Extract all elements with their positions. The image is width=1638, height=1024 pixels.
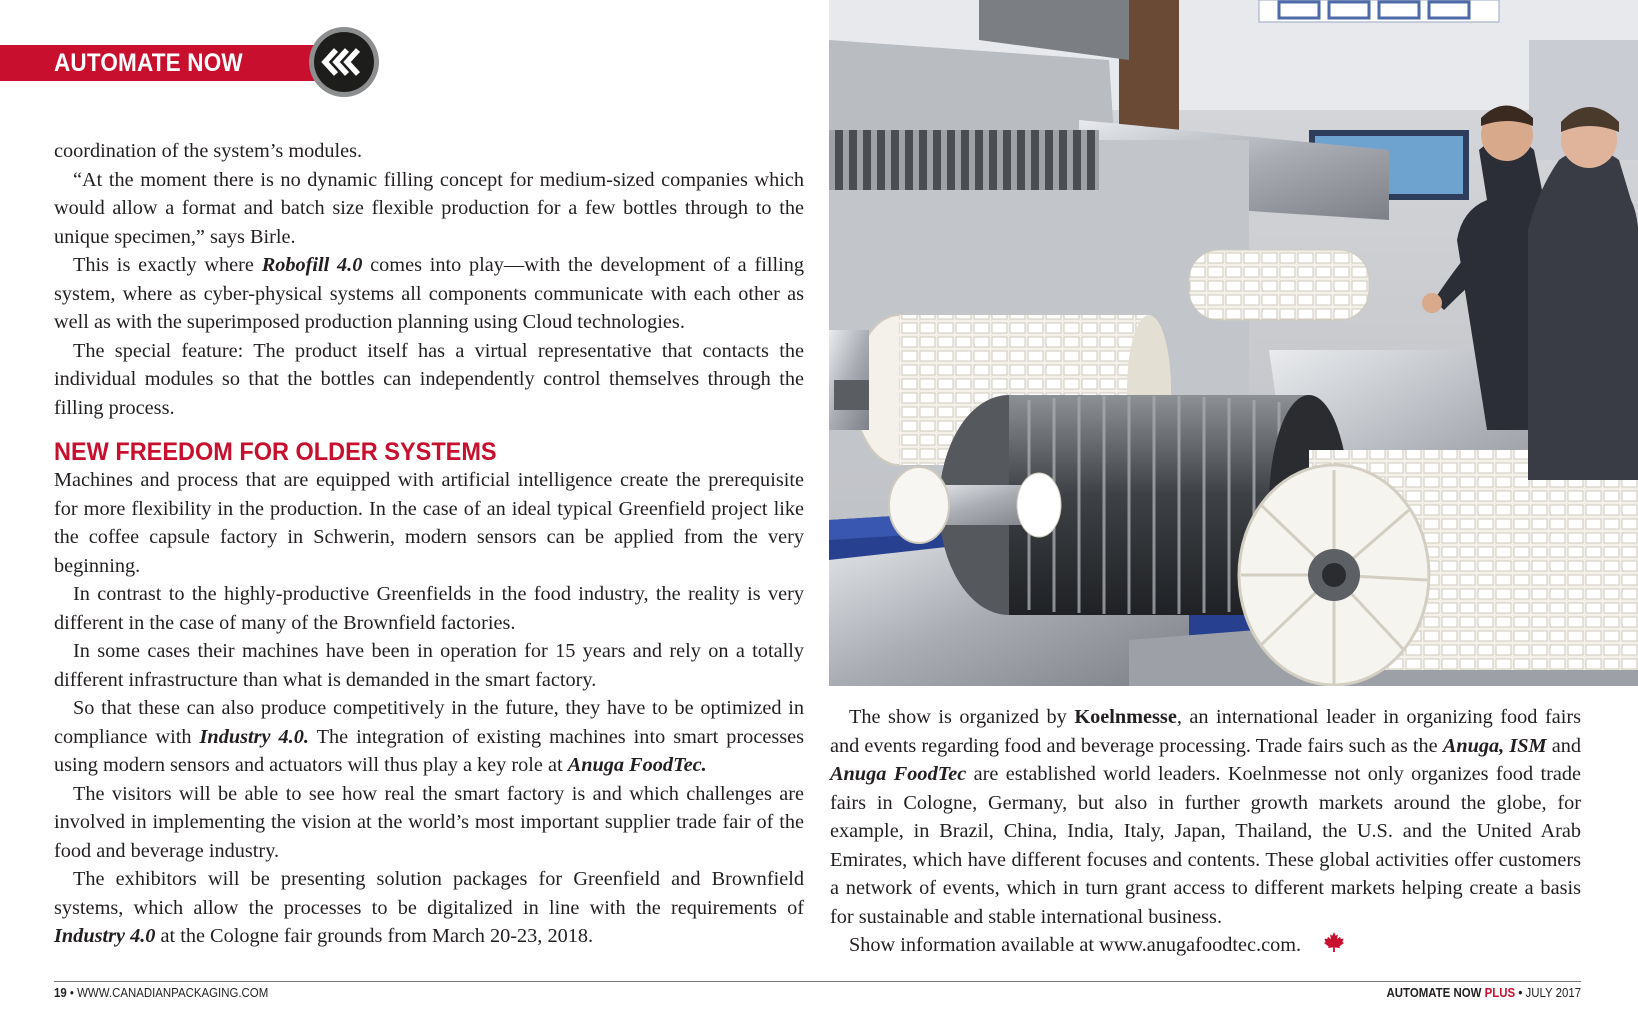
article-paragraph: Machines and process that are equipped with artificial intelligence create the prerequisite for more flexibility in the production. In the case of an ideal typical Greenfield project like the coffee capsule factory in Schwerin, modern sensors can be applied from the very beginning. — [54, 469, 804, 577]
footer-website: WWW.CANADIANPACKAGING.COM — [77, 985, 269, 1000]
article-paragraph-exhibitors: The exhibitors will be presenting solution packages for Greenfield and Brownfield systems, which allow the processes to be digitalized in line with the requirements of Industry 4.0 at the Cologne fair grounds from March 20-23, 2018. — [54, 868, 804, 947]
section-banner — [0, 45, 330, 81]
article-paragraph-robofill: This is exactly where Robofill 4.0 comes into play—with the development of a filling system, where as cyber-physical systems all components communicate with each other as well as with the superimposed production planning using Cloud technologies. — [54, 254, 805, 333]
footer-left — [54, 985, 268, 1001]
triple-chevron-left-icon — [314, 32, 374, 92]
section-badge — [309, 27, 379, 97]
section-label: AUTOMATE NOW — [54, 49, 243, 77]
fair-name: Anuga, ISM — [1442, 734, 1547, 757]
organizer-name: Koelnmesse — [1074, 706, 1177, 728]
article-paragraph: In some cases their machines have been in operation for 15 years and rely on a totally different infrastructure than what is demanded in the smart factory. — [54, 640, 804, 691]
footer-magazine-plus: PLUS — [1484, 985, 1516, 1000]
article-paragraph: “At the moment there is no dynamic filling concept for medium-sized companies which would allow a format and batch size flexible production for a few bottles through to the unique specimen,” says Birle. — [54, 168, 804, 248]
fair-name: Anuga FoodTec — [830, 763, 967, 785]
article-paragraph: The special feature: The product itself has a virtual representative that contacts the individual modules so that the bottles can independently control themselves through the filling process. — [54, 339, 804, 419]
footer-bullet: • — [1518, 985, 1523, 1000]
footer-right — [1386, 985, 1581, 1001]
footer-divider — [54, 981, 1581, 982]
footer-bullet: • — [69, 985, 74, 1000]
industry-term: Industry 4.0. — [199, 725, 309, 748]
maple-leaf-icon — [1305, 932, 1344, 961]
article-right-column — [830, 703, 1581, 961]
article-left-column — [54, 137, 804, 951]
article-paragraph: The visitors will be able to see how real the smart factory is and which challenges are involved in implementing the vision at the world’s most important supplier trade fair of the food and beverage industry. — [54, 782, 804, 862]
industry-term: Industry 4.0 — [54, 925, 156, 947]
show-info-paragraph: Show information available at www.anugafoodtec.com. — [830, 931, 1581, 961]
fair-name: Anuga FoodTec. — [567, 754, 707, 776]
product-name: Robofill 4.0 — [261, 254, 363, 276]
section-heading: NEW FREEDOM FOR OLDER SYSTEMS — [54, 438, 497, 466]
footer-magazine: AUTOMATE NOW — [1386, 985, 1482, 1000]
article-paragraph-optimized: So that these can also produce competitively in the future, they have to be optimized in compliance with Industry 4.0. The integration of existing machines into smart processes using modern sensors and actuators will thus play a key role at Anuga FoodTec. — [54, 697, 804, 776]
food-processing-machine-photo — [829, 0, 1638, 686]
footer-issue-date: JULY 2017 — [1525, 985, 1581, 1000]
page-number: 19 — [54, 985, 67, 1000]
article-paragraph: In contrast to the highly-productive Greenfields in the food industry, the reality is very different in the case of many of the Brownfield factories. — [54, 583, 804, 634]
article-paragraph: coordination of the system’s modules. — [54, 140, 363, 162]
article-paragraph-organizer: The show is organized by Koelnmesse, an international leader in organizing food fairs and events regarding food and beverage processing. Trade fairs such as the Anuga, ISM and Anuga FoodTec are established world leaders. Koelnmesse not only organizes food trade fairs in Cologne, Germany, but also in further growth markets around the globe, for example, in Brazil, China, India, Italy, Japan, Thailand, the U.S. and the United Arab Emirates, which have different focuses and contents. These global activities offer customers a network of events, which in turn grant access to different markets helping create a basis for sustainable and stable international business. — [830, 706, 1582, 928]
